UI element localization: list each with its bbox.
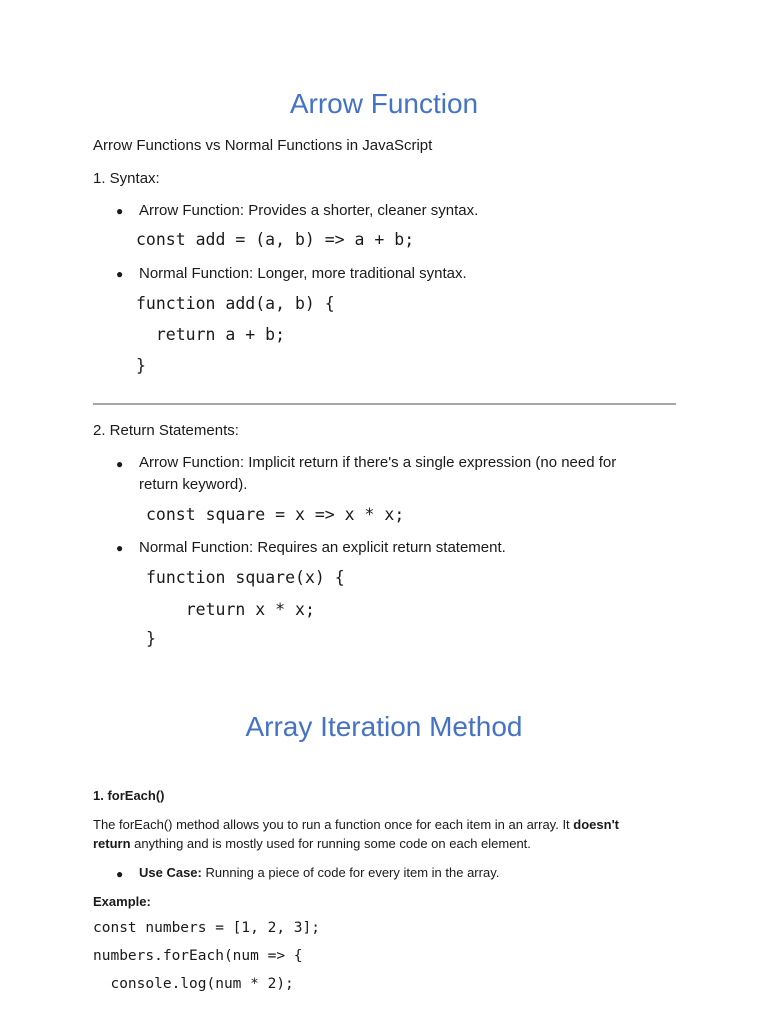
bullet-normal-return: Normal Function: Requires an explicit return statement. <box>139 539 506 556</box>
foreach-description-line1: The forEach() method allows you to run a function once for each item in an array. It doesn't <box>93 817 619 832</box>
return-heading: 2. Return Statements: <box>93 422 239 439</box>
code-normal-add-line1: function add(a, b) { <box>136 294 335 313</box>
bullet-dot: ● <box>116 541 124 555</box>
code-normal-add-line2: return a + b; <box>136 325 286 344</box>
example-label: Example: <box>93 894 151 909</box>
example-code-line2: numbers.forEach(num => { <box>93 948 303 964</box>
bullet-dot: ● <box>116 267 124 281</box>
bullet-arrow-return-line1: Arrow Function: Implicit return if there's a single expression (no need for <box>139 454 617 471</box>
intro-text: Arrow Functions vs Normal Functions in JavaScript <box>93 137 433 154</box>
bullet-normal-syntax: Normal Function: Longer, more traditional syntax. <box>139 265 467 282</box>
code-normal-add-line3: } <box>136 356 146 375</box>
code-normal-square-line3: } <box>146 629 156 648</box>
bullet-dot: ● <box>116 457 124 471</box>
code-normal-square-line2: return x * x; <box>146 600 315 619</box>
bullet-dot: ● <box>116 867 124 881</box>
code-normal-square-line1: function square(x) { <box>146 568 345 587</box>
page-title: Arrow Function <box>289 88 479 119</box>
code-arrow-add: const add = (a, b) => a + b; <box>136 230 415 249</box>
section-title: Array Iteration Method <box>245 711 523 742</box>
syntax-heading: 1. Syntax: <box>93 170 160 187</box>
example-code-line1: const numbers = [1, 2, 3]; <box>93 920 320 936</box>
use-case-line: Use Case: Running a piece of code for every item in the array. <box>139 865 500 880</box>
code-arrow-square: const square = x => x * x; <box>146 505 405 524</box>
bullet-dot: ● <box>116 204 124 218</box>
foreach-heading: 1. forEach() <box>93 788 165 803</box>
horizontal-divider <box>93 403 676 405</box>
foreach-description-line2: return anything and is mostly used for running some code on each element. <box>93 836 531 851</box>
bullet-arrow-syntax: Arrow Function: Provides a shorter, cleaner syntax. <box>139 202 479 219</box>
bullet-arrow-return-line2: return keyword). <box>139 476 248 493</box>
example-code-line3: console.log(num * 2); <box>93 976 294 992</box>
